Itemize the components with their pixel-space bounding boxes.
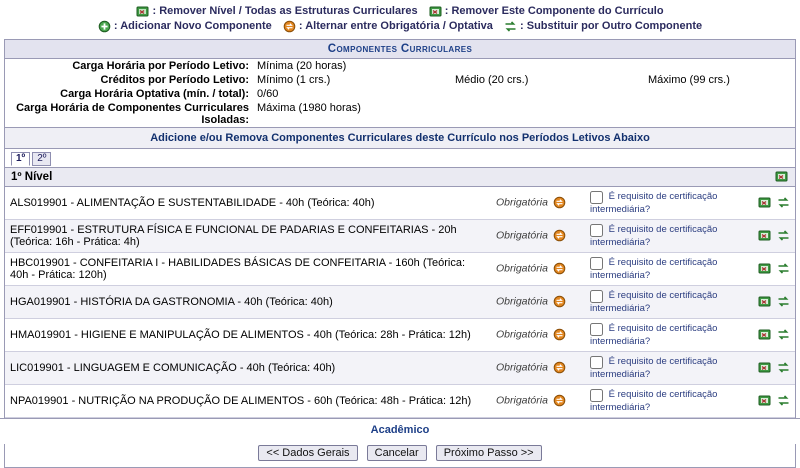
- certification-requirement-checkbox[interactable]: [590, 224, 603, 237]
- component-type-label: Obrigatória: [496, 328, 548, 341]
- toggle-obligatory-icon[interactable]: [553, 229, 566, 242]
- info-label: Carga Horária por Período Letivo:: [72, 59, 249, 72]
- remove-component-icon[interactable]: [758, 394, 771, 407]
- legend-item-replace-component: [504, 19, 702, 34]
- replace-component-icon[interactable]: [777, 328, 790, 341]
- replace-component-icon: [504, 20, 517, 33]
- components-panel: [4, 39, 796, 468]
- certification-requirement-label: É requisito de certificação intermediária?: [590, 322, 718, 347]
- remove-component-icon[interactable]: [758, 229, 771, 242]
- legend-item-remove-level: [136, 4, 417, 19]
- replace-component-icon[interactable]: [777, 229, 790, 242]
- remove-component-icon[interactable]: [758, 328, 771, 341]
- component-name: LIC019901 - LINGUAGEM E COMUNICAÇÃO - 40h (Teórica: 40h): [5, 351, 491, 384]
- toggle-obligatory-icon[interactable]: [553, 262, 566, 275]
- info-value-2: [451, 101, 644, 127]
- add-component-icon: [98, 20, 111, 33]
- legend-label-replace-component: : Substituir por Outro Componente: [520, 20, 703, 33]
- info-row: [5, 73, 795, 87]
- certification-requirement-label: É requisito de certificação intermediária?: [590, 256, 718, 281]
- component-type-label: Obrigatória: [496, 394, 548, 407]
- info-row: [5, 101, 795, 127]
- info-value-3: [644, 101, 795, 127]
- component-type-label: Obrigatória: [496, 196, 548, 209]
- component-type-label: Obrigatória: [496, 262, 548, 275]
- info-value-1: Máxima (1980 horas): [257, 101, 361, 114]
- component-name: HMA019901 - HIGIENE E MANIPULAÇÃO DE ALIMENTOS - 40h (Teórica: 28h - Prática: 12h): [5, 318, 491, 351]
- replace-component-icon[interactable]: [777, 196, 790, 209]
- component-type-cell: [491, 351, 585, 384]
- certification-requirement-cell: [585, 351, 745, 384]
- info-label: Carga Horária Optativa (mín. / total):: [60, 87, 249, 100]
- toggle-obligatory-icon[interactable]: [553, 196, 566, 209]
- certification-requirement-cell: [585, 285, 745, 318]
- certification-requirement-label: É requisito de certificação intermediária?: [590, 388, 718, 413]
- certification-requirement-checkbox[interactable]: [590, 356, 603, 369]
- info-table: [5, 59, 795, 127]
- component-name: ALS019901 - ALIMENTAÇÃO E SUSTENTABILIDADE - 40h (Teórica: 40h): [5, 187, 491, 220]
- table-row: [5, 384, 795, 417]
- component-type-label: Obrigatória: [496, 229, 548, 242]
- info-label: Carga Horária de Componentes Curriculares Isoladas:: [16, 101, 249, 126]
- legend: [0, 0, 800, 37]
- legend-item-add-component: [98, 19, 272, 34]
- replace-component-icon[interactable]: [777, 262, 790, 275]
- certification-requirement-cell: [585, 318, 745, 351]
- info-row: [5, 59, 795, 73]
- component-actions: [745, 318, 795, 351]
- legend-label-remove-component: : Remover Este Componente do Currículo: [444, 5, 664, 17]
- component-type-label: Obrigatória: [496, 295, 548, 308]
- component-name: HGA019901 - HISTÓRIA DA GASTRONOMIA - 40h (Teórica: 40h): [5, 285, 491, 318]
- certification-requirement-checkbox[interactable]: [590, 257, 603, 270]
- table-row: [5, 219, 795, 252]
- next-step-button[interactable]: Próximo Passo >>: [436, 445, 542, 461]
- component-actions: [745, 219, 795, 252]
- certification-requirement-cell: [585, 252, 745, 285]
- legend-item-toggle-obligatory: [283, 19, 493, 34]
- table-row: [5, 285, 795, 318]
- period-tabs: [5, 149, 795, 167]
- remove-level-icon[interactable]: [775, 170, 788, 183]
- certification-requirement-label: É requisito de certificação intermediária?: [590, 223, 718, 248]
- table-row: [5, 318, 795, 351]
- toggle-obligatory-icon[interactable]: [553, 295, 566, 308]
- certification-requirement-cell: [585, 384, 745, 417]
- component-type-cell: [491, 187, 585, 220]
- component-actions: [745, 187, 795, 220]
- panel-subtitle: Adicione e/ou Remova Componentes Curriculares deste Currículo nos Períodos Letivos Abaixo: [5, 127, 795, 149]
- info-value-1: Mínimo (1 crs.): [257, 73, 331, 86]
- component-actions: [745, 384, 795, 417]
- component-name: NPA019901 - NUTRIÇÃO NA PRODUÇÃO DE ALIMENTOS - 60h (Teórica: 48h - Prática: 12h): [5, 384, 491, 417]
- component-type-label: Obrigatória: [496, 361, 548, 374]
- legend-label-add-component: : Adicionar Novo Componente: [113, 20, 272, 33]
- remove-component-icon[interactable]: [758, 196, 771, 209]
- info-value-1: Mínima (20 horas): [257, 59, 347, 72]
- component-actions: [745, 252, 795, 285]
- footer-module-label: Acadêmico: [0, 418, 800, 444]
- certification-requirement-label: É requisito de certificação intermediária?: [590, 355, 718, 380]
- tab-period-2[interactable]: 2º: [32, 152, 51, 166]
- component-type-cell: [491, 384, 585, 417]
- cancel-button[interactable]: Cancelar: [367, 445, 427, 461]
- toggle-obligatory-icon[interactable]: [553, 328, 566, 341]
- info-value-3: [644, 59, 795, 73]
- info-value-3: [644, 87, 795, 101]
- replace-component-icon[interactable]: [777, 295, 790, 308]
- certification-requirement-checkbox[interactable]: [590, 290, 603, 303]
- level-header: [5, 167, 795, 187]
- component-name: HBC019901 - CONFEITARIA I - HABILIDADES BÁSICAS DE CONFEITARIA - 160h (Teórica: 40h - Prática: 120h): [5, 252, 491, 285]
- table-row: [5, 187, 795, 220]
- info-value-3: Máximo (99 crs.): [648, 73, 730, 86]
- table-row: [5, 252, 795, 285]
- legend-row-1: [0, 4, 800, 19]
- info-row: [5, 87, 795, 101]
- component-type-cell: [491, 318, 585, 351]
- component-type-cell: [491, 285, 585, 318]
- info-label: Créditos por Período Letivo:: [100, 73, 249, 86]
- toggle-obligatory-icon[interactable]: [553, 361, 566, 374]
- toggle-obligatory-icon: [283, 20, 296, 33]
- toggle-obligatory-icon[interactable]: [553, 394, 566, 407]
- replace-component-icon[interactable]: [777, 394, 790, 407]
- info-value-2: [451, 87, 644, 101]
- component-name: EFF019901 - ESTRUTURA FÍSICA E FUNCIONAL DE PADARIAS E CONFEITARIAS - 20h (Teórica: 16h - Prática: 4h): [5, 219, 491, 252]
- certification-requirement-cell: [585, 187, 745, 220]
- info-value-2: [451, 59, 644, 73]
- certification-requirement-cell: [585, 219, 745, 252]
- certification-requirement-checkbox[interactable]: [590, 389, 603, 402]
- remove-component-icon[interactable]: [758, 295, 771, 308]
- table-row: [5, 351, 795, 384]
- info-value-1: 0/60: [257, 87, 279, 100]
- legend-label-toggle-obligatory: : Alternar entre Obrigatória / Optativa: [298, 20, 493, 33]
- components-table: [5, 187, 795, 418]
- certification-requirement-label: É requisito de certificação intermediária?: [590, 190, 718, 215]
- legend-item-remove-component: [429, 4, 664, 19]
- remove-component-icon[interactable]: [758, 361, 771, 374]
- remove-level-icon: [136, 5, 149, 18]
- certification-requirement-label: É requisito de certificação intermediária?: [590, 289, 718, 314]
- legend-label-remove-level: : Remover Nível / Todas as Estruturas Curriculares: [152, 5, 418, 17]
- replace-component-icon[interactable]: [777, 361, 790, 374]
- tab-period-1[interactable]: 1º: [11, 152, 30, 166]
- certification-requirement-checkbox[interactable]: [590, 323, 603, 336]
- level-header-label: 1º Nível: [11, 170, 53, 183]
- remove-component-icon[interactable]: [758, 262, 771, 275]
- back-button[interactable]: << Dados Gerais: [258, 445, 357, 461]
- certification-requirement-checkbox[interactable]: [590, 191, 603, 204]
- legend-row-2: [0, 19, 800, 34]
- component-actions: [745, 351, 795, 384]
- component-actions: [745, 285, 795, 318]
- component-type-cell: [491, 252, 585, 285]
- remove-component-icon: [429, 5, 442, 18]
- info-value-2: Médio (20 crs.): [455, 73, 529, 86]
- panel-title: Componentes Curriculares: [5, 40, 795, 59]
- component-type-cell: [491, 219, 585, 252]
